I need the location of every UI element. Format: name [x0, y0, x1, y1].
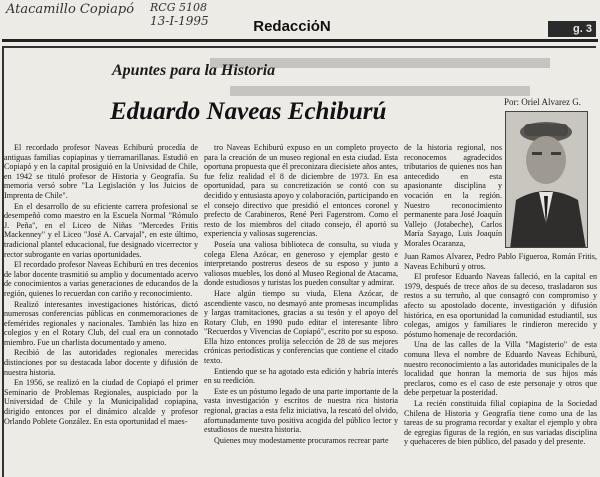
article-column-2 [204, 143, 398, 477]
paragraph: tro Naveas Echiburú expuso en un completo proyecto para la creación de un museo regional en esta ciudad. Esta oportuna propuesta que él preconizara diecisiete años antes, fue feliz realidad el 8 de diciembre de 1973. En esa oportunidad, para su concretización se contó con su decidido y entusiasta apoyo y colaboración, participando en el consejo directivo que presidió el entonces coronel y prefecto de Carabineros, René Peri Fagerstrom. Como el resto de los miembros del citado consejo, él aportó su experiencia y valiosas sugerencias. [204, 143, 398, 239]
paragraph: Poseía una valiosa biblioteca de consulta, su viuda y colega Elena Azócar, en generoso y ejemplar gesto e interpretando postreros deseos de su esposo y junto a valiosos muebles, los donó al Museo Regional de Atacama, donde estudiosos y turistas los pueden consultar y admirar. [204, 239, 398, 288]
paragraph: El profesor Eduardo Naveas falleció, en la capital en 1979, después de trece años de su deceso, trasladaron sus restos a su terruño, al que consagró con compromiso y afecto su apostolado docente, investigación y difusión histórica, en esa oportunidad la comunidad estudiantil, sus colegas, amigos y familiares le rindieron merecido y póstumo homenaje de recordación. [404, 272, 597, 339]
byline: Por: Oriel Alvarez G. [504, 97, 581, 107]
header-rule [2, 39, 598, 42]
paragraph: de la historia regional, nos reconocemos agradecidos tributarios de quienes nos han antecedido en esta apasionante disciplina y vocación en la región. Nuestro reconocimiento permanente para José Joaquín Vallejo (Jotabeche), Carlos María Sayago, Luis Joaquín Morales Ocaranza, [404, 143, 502, 248]
paragraph: Juan Ramos Alvarez, Pedro Pablo Figueroa, Román Fritis, Naveas Echiburú y otros. [404, 252, 597, 271]
paragraph: La recién constituida filial copiapina de la Sociedad Chilena de Historia y Geografía tiene como una de las tareas de su programa recordar y exaltar el ejemplo y obra de egregias figuras de la región, en sus variadas disciplina y quehaceres de bien público, del pasado y del presente. [404, 398, 597, 447]
paragraph: En 1956, se realizó en la ciudad de Copiapó el primer Seminario de Problemas Regionales, auspiciado por la Universidad de Chile y la Municipalidad copiapina, dirigido entonces por el dinámico alcalde y profesor Orlando Poblete González. En esta oportunidad el maes- [4, 378, 198, 426]
article-headline: Eduardo Naveas Echiburú [110, 98, 387, 125]
article-column-1 [4, 143, 198, 477]
section-title: RedacciόN [253, 18, 331, 35]
paragraph: Quienes muy modestamente procuramos recrear parte [214, 435, 389, 445]
paragraph: El recordado profesor Naveas Echiburú procedía de antiguas familias copiapinas y tierramarillanas. Estudió en Copiapó y en la capital prosiguió en la Univsidad de Chile, en 1942 se tituló profesor de Historia y Geografía. Su memoria versó sobre "La Legislación y los Juicios de Imprenta de Chile". [4, 143, 198, 200]
page-number-tab: g. 3 [548, 21, 596, 37]
paragraph: Entiendo que se ha agotado esta edición y habría interés en su reedición. [204, 366, 398, 386]
handwritten-date: 13-I-1995 [150, 14, 209, 28]
handwritten-code: RCG 5108 [150, 1, 207, 14]
paragraph: Realizó interesantes investigaciones históricas, dictó numerosas conferencias públicas en conmemoraciones de efemérides regionales y nacionales. También las hizo en colegios y en el Rotary Club, del cual era un connotado miembro. Fue un charlista documentado y ameno. [4, 299, 198, 347]
paragraph: En el desarrollo de su eficiente carrera profesional se desempeñó como maestro en la Escuela Normal "Rómulo J. Peña", en el Liceo de Niñas "Mercedes Fritis Mackenney" y el Liceo "José A. Carvajal", en este último, tradicional plantel educacional, fue designado vicerrector y rector subrogante en varias oportunidades. [4, 201, 198, 259]
handwritten-source: Atacamillo Copiapó [6, 2, 135, 17]
article-kicker: Apuntes para la Historia [112, 62, 276, 79]
paragraph: Hace algún tiempo su viuda, Elena Azócar, de ascendiente vasco, no desmayó ante promesas incumplidas y largas tramitaciones, gracias a su tesón y el apoyo del Rotary Club, en 1990 pudo editar el interesante libro "Recuerdos y Vivencias de Copiapó", escrito por su esposo. Ella hizo entonces prolija selección de 28 de sus mejores crónicas periodísticas y conferencias que contiene el citado texto. [204, 288, 398, 366]
paragraph: Recibió de las autoridades regionales merecidas distinciones por su destacada labor docente y difusión de nuestra historia. [4, 348, 198, 377]
article-column-3-bottom [404, 252, 597, 477]
author-portrait-photo [505, 111, 588, 248]
paragraph: Una de las calles de la Villa "Magisterio" de esta comuna lleva el nombre de Eduardo Naveas Echiburú, nuestro reconocimiento a las autoridades municipales de la localidad que honran la memoria de sus hijos más preclaros, como es el caso de este personaje y otros que debe perpetuar la posteridad. [404, 340, 597, 398]
paragraph: Este es un póstumo legado de una parte importante de la vasta investigación y escritos de nuestra rica historia regional, gracias a esta feliz iniciativa, la rescató del olvido, afortunadamente tuvo positiva acogida del público lector y estudiosos de nuestra historia. [204, 386, 398, 435]
paragraph: El recordado profesor Naveas Echiburú en tres decenios de labor docente trasmitió su amplio y documentado acervo de conocimientos a varias generaciones de educandos de la región, quienes lo recuerdan con cariño y reconocimiento. [4, 260, 198, 298]
portrait-illustration [506, 112, 588, 248]
